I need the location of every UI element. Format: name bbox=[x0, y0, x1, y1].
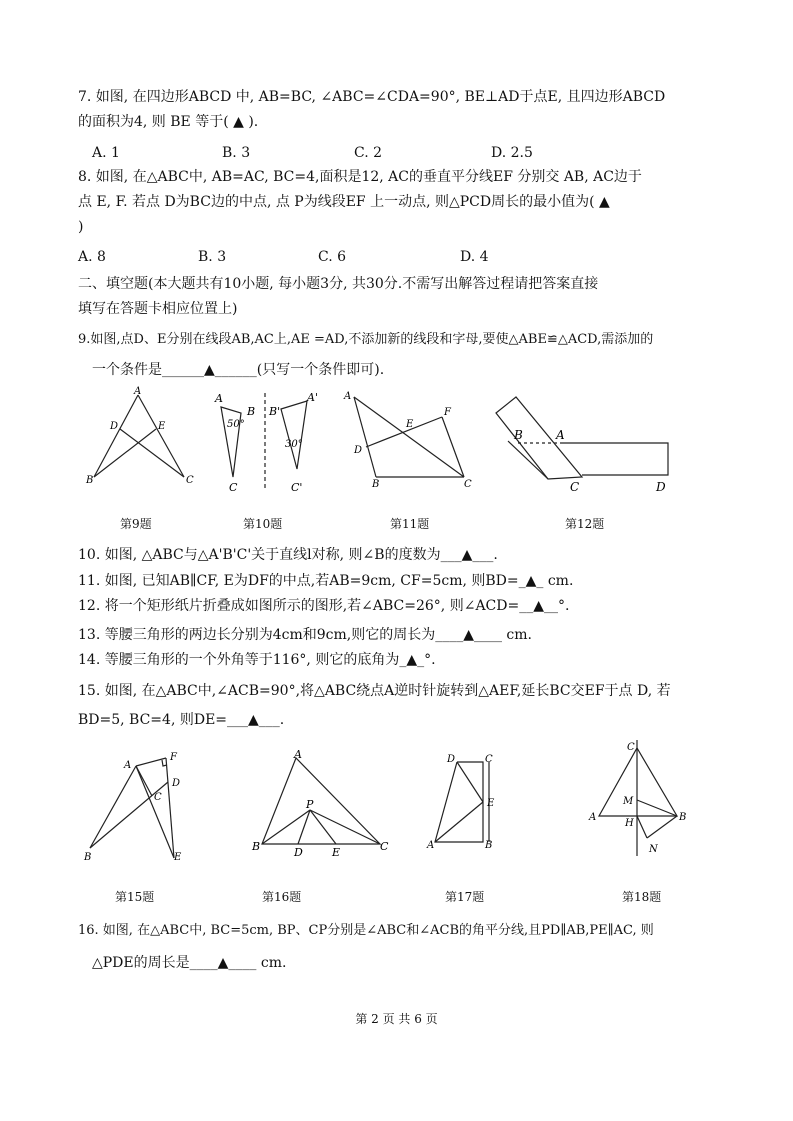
fig17-label-b: B bbox=[485, 840, 493, 851]
fig18-label-m: M bbox=[623, 796, 634, 807]
fig15-label-b: B bbox=[84, 852, 92, 863]
q8-option-a: A. 8 bbox=[78, 249, 106, 265]
q8-option-d: D. 4 bbox=[460, 249, 489, 265]
q8-line1: 8. 如图, 在△ABC中, AB=AC, BC=4,面积是12, AC的垂直平分线EF 分别交 AB, AC边于 bbox=[78, 169, 642, 185]
fig12-label-a: A bbox=[556, 428, 565, 442]
fig10-label-b: B bbox=[247, 405, 256, 418]
q10: 10. 如图, △ABC与△A'B'C'关于直线l对称, 则∠B的度数为___▲___. bbox=[78, 547, 498, 563]
fig17-label-e: E bbox=[487, 798, 495, 809]
fig11-label-b: B bbox=[372, 479, 380, 490]
caption-fig18: 第18题 bbox=[622, 890, 662, 904]
q7-option-a: A. 1 bbox=[92, 145, 120, 161]
fig18-label-b: B bbox=[679, 812, 687, 823]
caption-fig10: 第10题 bbox=[243, 517, 283, 531]
fig9-label-e: E bbox=[158, 421, 166, 432]
fig12-label-d: D bbox=[656, 480, 666, 494]
q9-line2: 一个条件是______▲______(只写一个条件即可). bbox=[92, 362, 385, 378]
fig10-angle-30: 30° bbox=[285, 439, 303, 450]
fig10-angle-50: 50° bbox=[227, 419, 245, 430]
q7-option-d: D. 2.5 bbox=[491, 145, 533, 161]
figure-18 bbox=[585, 738, 705, 863]
fig16-label-c: C bbox=[380, 840, 389, 853]
fig11-label-d: D bbox=[354, 445, 363, 456]
q15-line2: BD=5, BC=4, 则DE=___▲___. bbox=[78, 712, 285, 728]
fig11-label-e: E bbox=[406, 419, 414, 430]
fig11-label-a: A bbox=[344, 391, 352, 402]
fig16-label-e: E bbox=[332, 846, 341, 859]
q16-line1: 16. 如图, 在△ABC中, BC=5cm, BP、CP分别是∠ABC和∠ACB的角平分线,且PD∥AB,PE∥AC, 则 bbox=[78, 923, 654, 938]
q15-line1: 15. 如图, 在△ABC中,∠ACB=90°,将△ABC绕点A逆时针旋转到△AEF,延长BC交EF于点 D, 若 bbox=[78, 683, 671, 699]
figure-9 bbox=[80, 385, 200, 495]
q7-line1: 7. 如图, 在四边形ABCD 中, AB=BC, ∠ABC=∠CDA=90°, BE⊥AD于点E, 且四边形ABCD bbox=[78, 89, 666, 105]
section2-line1: 二、填空题(本大题共有10小题, 每小题3分, 共30分.不需写出解答过程请把答案直接 bbox=[78, 276, 599, 292]
caption-fig11: 第11题 bbox=[390, 517, 430, 531]
caption-fig16: 第16题 bbox=[262, 890, 302, 904]
caption-fig9: 第9题 bbox=[120, 517, 152, 531]
figure-16 bbox=[250, 748, 400, 873]
fig10-label-c-prime: C' bbox=[291, 481, 303, 494]
caption-fig12: 第12题 bbox=[565, 517, 605, 531]
fig10-label-a-prime: A' bbox=[307, 391, 318, 404]
q16-line2: △PDE的周长是____▲____ cm. bbox=[92, 955, 287, 971]
caption-fig15: 第15题 bbox=[115, 890, 155, 904]
fig10-label-a: A bbox=[215, 392, 223, 405]
fig9-label-a: A bbox=[134, 386, 142, 397]
q11: 11. 如图, 已知AB∥CF, E为DF的中点,若AB=9cm, CF=5cm, 则BD=_▲_ cm. bbox=[78, 573, 574, 589]
fig10-label-b-prime: B' bbox=[269, 405, 281, 418]
fig15-label-d: D bbox=[172, 778, 181, 789]
fig12-label-b: B bbox=[514, 428, 523, 442]
figure-15 bbox=[80, 748, 200, 873]
fig18-label-h: H bbox=[625, 818, 634, 829]
figure-12 bbox=[488, 385, 678, 495]
fig15-label-c: C bbox=[154, 792, 162, 803]
q8-line3: ) bbox=[78, 219, 84, 235]
q12: 12. 将一个矩形纸片折叠成如图所示的图形,若∠ABC=26°, 则∠ACD=__▲__°. bbox=[78, 598, 570, 614]
fig16-label-p: P bbox=[306, 798, 314, 811]
q14: 14. 等腰三角形的一个外角等于116°, 则它的底角为_▲_°. bbox=[78, 652, 436, 668]
fig15-label-e: E bbox=[174, 852, 182, 863]
q8-option-b: B. 3 bbox=[198, 249, 227, 265]
fig18-label-a: A bbox=[589, 812, 597, 823]
figure-11 bbox=[340, 385, 480, 495]
fig10-label-c: C bbox=[229, 481, 238, 494]
fig17-label-a: A bbox=[427, 840, 435, 851]
fig9-label-d: D bbox=[110, 421, 119, 432]
fig16-label-a: A bbox=[294, 748, 302, 761]
fig12-label-c: C bbox=[570, 480, 580, 494]
q7-option-b: B. 3 bbox=[222, 145, 251, 161]
fig11-label-f: F bbox=[444, 407, 451, 418]
fig18-label-c: C bbox=[627, 742, 635, 753]
fig9-label-b: B bbox=[86, 475, 94, 486]
q8-line2: 点 E, F. 若点 D为BC边的中点, 点 P为线段EF 上一动点, 则△PCD周长的最小值为( ▲ bbox=[78, 194, 610, 210]
fig9-label-c: C bbox=[186, 475, 194, 486]
q9-line1: 9.如图,点D、E分别在线段AB,AC上,AE =AD,不添加新的线段和字母,要使△ABE≌△ACD,需添加的 bbox=[78, 332, 654, 347]
fig18-label-n: N bbox=[649, 844, 658, 855]
figure-17 bbox=[425, 748, 515, 873]
fig17-label-c: C bbox=[485, 754, 493, 765]
fig16-label-b: B bbox=[252, 840, 261, 853]
q7-line2: 的面积为4, 则 BE 等于( ▲ ). bbox=[78, 114, 259, 130]
caption-fig17: 第17题 bbox=[445, 890, 485, 904]
fig15-label-f: F bbox=[170, 752, 177, 763]
q13: 13. 等腰三角形的两边长分别为4cm和9cm,则它的周长为____▲____ cm. bbox=[78, 627, 532, 643]
q7-option-c: C. 2 bbox=[354, 145, 383, 161]
figure-10 bbox=[205, 385, 335, 495]
fig11-label-c: C bbox=[464, 479, 472, 490]
fig15-label-a: A bbox=[124, 760, 132, 771]
section2-line2: 填写在答题卡相应位置上) bbox=[78, 301, 238, 317]
fig17-label-d: D bbox=[447, 754, 456, 765]
fig16-label-d: D bbox=[294, 846, 303, 859]
page-footer: 第 2 页 共 6 页 bbox=[355, 1012, 438, 1026]
q8-option-c: C. 6 bbox=[318, 249, 347, 265]
